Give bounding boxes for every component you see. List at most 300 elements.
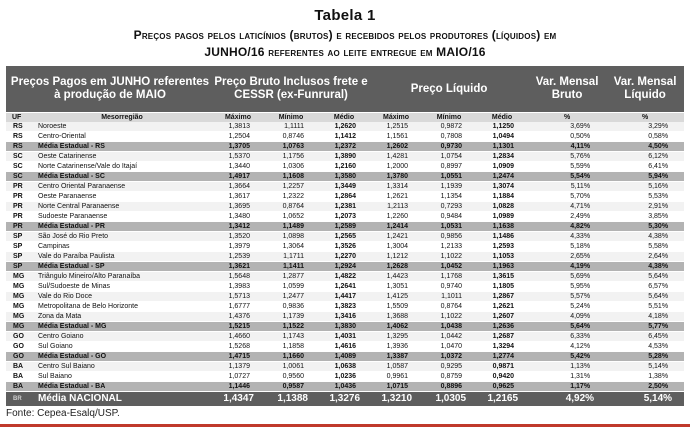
- cell-net-min: 0,8896: [422, 382, 476, 392]
- cell-net-avg: 1,1963: [476, 262, 528, 272]
- cell-var-net: 5,16%: [606, 182, 684, 192]
- cell-gross-avg: 1,3890: [318, 152, 370, 162]
- cell-net-min: 1,0470: [422, 342, 476, 352]
- cell-gross-max: 1,3440: [212, 162, 264, 172]
- cell-net-avg: 1,0828: [476, 202, 528, 212]
- cell-var-net: 2,64%: [606, 252, 684, 262]
- cell-net-max: 1,2515: [370, 122, 422, 132]
- cell-net-max: 1,2000: [370, 162, 422, 172]
- cell-var-net: 5,64%: [606, 272, 684, 282]
- cell-net-max: 1,1561: [370, 132, 422, 142]
- cell-uf: SC: [6, 152, 32, 162]
- cell-meso: Média NACIONAL: [32, 392, 212, 407]
- cell-var-net: 2,50%: [606, 382, 684, 392]
- cell-meso: Média Estadual - GO: [32, 352, 212, 362]
- header-row: [6, 66, 684, 113]
- cell-var-net: 4,50%: [606, 142, 684, 152]
- cell-uf: SC: [6, 162, 32, 172]
- cell-var-net: 6,41%: [606, 162, 684, 172]
- cell-uf: SP: [6, 232, 32, 242]
- cell-meso: Vale do Paraíba Paulista: [32, 252, 212, 262]
- cell-var-net: 5,14%: [606, 392, 684, 407]
- cell-var-net: 4,53%: [606, 342, 684, 352]
- cell-gross-max: 1,2539: [212, 252, 264, 262]
- cell-gross-min: 1,0599: [264, 282, 318, 292]
- cell-meso: Metropolitana de Belo Horizonte: [32, 302, 212, 312]
- state-average-row: [6, 262, 684, 272]
- cell-gross-avg: 1,2589: [318, 222, 370, 232]
- header-var-net: Var. Mensal Líquido: [606, 66, 684, 113]
- cell-net-avg: 1,0494: [476, 132, 528, 142]
- table-title: [0, 27, 690, 61]
- cell-meso: Sul Baiano: [32, 372, 212, 382]
- cell-gross-avg: 1,4417: [318, 292, 370, 302]
- cell-net-max: 1,2113: [370, 202, 422, 212]
- cell-net-min: 0,7293: [422, 202, 476, 212]
- cell-gross-min: 1,2477: [264, 292, 318, 302]
- cell-net-avg: 1,0909: [476, 162, 528, 172]
- cell-gross-min: 1,0061: [264, 362, 318, 372]
- header-var-gross: Var. Mensal Bruto: [528, 66, 606, 113]
- cell-var-gross: 4,09%: [528, 312, 606, 322]
- cell-meso: Triângulo Mineiro/Alto Paranaíba: [32, 272, 212, 282]
- cell-net-avg: 1,2165: [476, 392, 528, 407]
- cell-net-avg: 0,9625: [476, 382, 528, 392]
- table-row: [6, 292, 684, 302]
- cell-net-avg: 1,2834: [476, 152, 528, 162]
- cell-net-max: 1,5509: [370, 302, 422, 312]
- cell-uf: MG: [6, 322, 32, 332]
- cell-gross-avg: 1,3276: [318, 392, 370, 407]
- cell-gross-avg: 1,2270: [318, 252, 370, 262]
- cell-meso: Oeste Catarinense: [32, 152, 212, 162]
- cell-gross-min: 1,1489: [264, 222, 318, 232]
- cell-gross-min: 1,0306: [264, 162, 318, 172]
- price-table: [6, 66, 684, 406]
- subheader-net-avg: Médio: [476, 113, 528, 123]
- cell-var-gross: 5,64%: [528, 322, 606, 332]
- cell-meso: Média Estadual - PR: [32, 222, 212, 232]
- cell-net-max: 1,2260: [370, 212, 422, 222]
- cell-var-gross: 4,71%: [528, 202, 606, 212]
- state-average-row: [6, 222, 684, 232]
- cell-net-avg: 1,2474: [476, 172, 528, 182]
- cell-gross-avg: 1,4822: [318, 272, 370, 282]
- table-row: [6, 362, 684, 372]
- cell-net-min: 1,0305: [422, 392, 476, 407]
- cell-gross-min: 1,1411: [264, 262, 318, 272]
- header-gross-price: Preço Bruto Inclusos frete e CESSR (ex-Funrural): [212, 66, 370, 113]
- cell-uf: SP: [6, 252, 32, 262]
- cell-var-gross: 6,33%: [528, 332, 606, 342]
- cell-uf: GO: [6, 342, 32, 352]
- cell-gross-avg: 1,0436: [318, 382, 370, 392]
- cell-gross-min: 1,1743: [264, 332, 318, 342]
- cell-gross-min: 0,9587: [264, 382, 318, 392]
- cell-net-max: 1,4125: [370, 292, 422, 302]
- national-average-row: [6, 392, 684, 407]
- subheader-var-gross: %: [528, 113, 606, 123]
- cell-var-gross: 5,70%: [528, 192, 606, 202]
- cell-var-gross: 5,95%: [528, 282, 606, 292]
- state-average-row: [6, 382, 684, 392]
- cell-var-gross: 2,65%: [528, 252, 606, 262]
- cell-net-max: 1,4062: [370, 322, 422, 332]
- table-body: [6, 122, 684, 392]
- cell-gross-min: 1,3064: [264, 242, 318, 252]
- cell-gross-max: 1,1379: [212, 362, 264, 372]
- cell-var-gross: 4,12%: [528, 342, 606, 352]
- cell-var-net: 5,77%: [606, 322, 684, 332]
- cell-var-net: 6,45%: [606, 332, 684, 342]
- cell-var-net: 5,94%: [606, 172, 684, 182]
- cell-var-net: 5,58%: [606, 242, 684, 252]
- cell-var-net: 5,53%: [606, 192, 684, 202]
- cell-net-max: 1,2414: [370, 222, 422, 232]
- cell-net-avg: 1,2636: [476, 322, 528, 332]
- cell-uf: PR: [6, 182, 32, 192]
- cell-var-gross: 1,31%: [528, 372, 606, 382]
- cell-gross-max: 1,5713: [212, 292, 264, 302]
- cell-var-net: 6,57%: [606, 282, 684, 292]
- cell-uf: RS: [6, 142, 32, 152]
- cell-var-gross: 5,76%: [528, 152, 606, 162]
- cell-net-avg: 0,9871: [476, 362, 528, 372]
- cell-net-avg: 1,0989: [476, 212, 528, 222]
- cell-net-min: 1,0452: [422, 262, 476, 272]
- cell-var-gross: 1,13%: [528, 362, 606, 372]
- subheader-net-max: Máximo: [370, 113, 422, 123]
- cell-gross-avg: 1,3526: [318, 242, 370, 252]
- cell-net-avg: 1,1301: [476, 142, 528, 152]
- cell-net-max: 1,3295: [370, 332, 422, 342]
- cell-gross-min: 1,1858: [264, 342, 318, 352]
- cell-gross-min: 1,1608: [264, 172, 318, 182]
- cell-gross-min: 1,0763: [264, 142, 318, 152]
- cell-net-avg: 1,1884: [476, 192, 528, 202]
- cell-net-min: 1,1022: [422, 312, 476, 322]
- cell-net-avg: 1,2607: [476, 312, 528, 322]
- cell-gross-min: 1,1111: [264, 122, 318, 132]
- cell-gross-min: 1,1711: [264, 252, 318, 262]
- cell-var-net: 4,18%: [606, 312, 684, 322]
- cell-meso: Centro Oriental Paranaense: [32, 182, 212, 192]
- cell-var-gross: 4,92%: [528, 392, 606, 407]
- cell-net-min: 0,7808: [422, 132, 476, 142]
- table-row: [6, 242, 684, 252]
- cell-gross-avg: 1,3580: [318, 172, 370, 182]
- cell-net-max: 1,4423: [370, 272, 422, 282]
- cell-meso: Norte Central Paranaense: [32, 202, 212, 212]
- cell-gross-avg: 1,2381: [318, 202, 370, 212]
- cell-gross-max: 1,3617: [212, 192, 264, 202]
- cell-uf: PR: [6, 192, 32, 202]
- cell-uf: SP: [6, 242, 32, 252]
- cell-gross-min: 1,0652: [264, 212, 318, 222]
- cell-meso: Média Estadual - BA: [32, 382, 212, 392]
- cell-gross-avg: 1,0236: [318, 372, 370, 382]
- cell-var-net: 6,12%: [606, 152, 684, 162]
- cell-net-max: 1,3387: [370, 352, 422, 362]
- cell-var-gross: 0,50%: [528, 132, 606, 142]
- subheader-uf: UF: [6, 113, 32, 123]
- state-average-row: [6, 322, 684, 332]
- table-title-line-1: Preços pagos pelos laticínios (brutos) e recebidos pelos produtores (líquidos) em: [133, 28, 557, 42]
- cell-gross-max: 1,5370: [212, 152, 264, 162]
- cell-gross-max: 1,3621: [212, 262, 264, 272]
- subheader-meso: Mesorregião: [32, 113, 212, 123]
- cell-net-max: 1,3314: [370, 182, 422, 192]
- subheader-gross-min: Mínimo: [264, 113, 318, 123]
- cell-gross-max: 1,1446: [212, 382, 264, 392]
- cell-net-avg: 1,1486: [476, 232, 528, 242]
- cell-net-min: 1,2133: [422, 242, 476, 252]
- table-row: [6, 162, 684, 172]
- cell-var-gross: 5,54%: [528, 172, 606, 182]
- cell-meso: Vale do Rio Doce: [32, 292, 212, 302]
- cell-gross-min: 0,8764: [264, 202, 318, 212]
- table-row: [6, 372, 684, 382]
- cell-meso: Norte Catarinense/Vale do Itajaí: [32, 162, 212, 172]
- cell-net-max: 1,3688: [370, 312, 422, 322]
- cell-net-max: 1,3780: [370, 172, 422, 182]
- cell-uf: MG: [6, 292, 32, 302]
- cell-uf: MG: [6, 302, 32, 312]
- cell-meso: Média Estadual - MG: [32, 322, 212, 332]
- cell-var-gross: 4,11%: [528, 142, 606, 152]
- table-row: [6, 122, 684, 132]
- cell-gross-avg: 1,2620: [318, 122, 370, 132]
- cell-gross-avg: 1,2565: [318, 232, 370, 242]
- cell-net-min: 1,0372: [422, 352, 476, 362]
- cell-net-max: 1,3210: [370, 392, 422, 407]
- cell-gross-min: 1,1756: [264, 152, 318, 162]
- subheader-var-net: %: [606, 113, 684, 123]
- subheader-gross-max: Máximo: [212, 113, 264, 123]
- cell-gross-max: 1,3480: [212, 212, 264, 222]
- cell-meso: Sudoeste Paranaense: [32, 212, 212, 222]
- cell-gross-max: 1,4376: [212, 312, 264, 322]
- cell-meso: Média Estadual - SP: [32, 262, 212, 272]
- cell-gross-avg: 1,3823: [318, 302, 370, 312]
- cell-gross-min: 1,1660: [264, 352, 318, 362]
- table-row: [6, 152, 684, 162]
- cell-uf: BA: [6, 372, 32, 382]
- cell-var-net: 1,38%: [606, 372, 684, 382]
- state-average-row: [6, 172, 684, 182]
- cell-uf: BA: [6, 382, 32, 392]
- cell-net-min: 1,1768: [422, 272, 476, 282]
- cell-uf: GO: [6, 332, 32, 342]
- cell-gross-avg: 1,0638: [318, 362, 370, 372]
- cell-net-min: 1,1011: [422, 292, 476, 302]
- table-row: [6, 332, 684, 342]
- cell-meso: Noroeste: [32, 122, 212, 132]
- cell-gross-max: 1,3705: [212, 142, 264, 152]
- table-number: Tabela 1: [314, 7, 376, 24]
- cell-gross-max: 1,5648: [212, 272, 264, 282]
- cell-gross-max: 1,3983: [212, 282, 264, 292]
- cell-meso: Centro-Oriental: [32, 132, 212, 142]
- cell-meso: Sul Goiano: [32, 342, 212, 352]
- cell-gross-max: 1,3664: [212, 182, 264, 192]
- cell-gross-avg: 1,2372: [318, 142, 370, 152]
- cell-net-max: 1,4281: [370, 152, 422, 162]
- cell-uf: PR: [6, 202, 32, 212]
- cell-meso: Centro Goiano: [32, 332, 212, 342]
- cell-gross-avg: 1,2864: [318, 192, 370, 202]
- cell-net-min: 0,8759: [422, 372, 476, 382]
- cell-net-avg: 0,9420: [476, 372, 528, 382]
- cell-var-net: 5,64%: [606, 292, 684, 302]
- table-row: [6, 202, 684, 212]
- subheader-net-min: Mínimo: [422, 113, 476, 123]
- cell-var-gross: 5,42%: [528, 352, 606, 362]
- cell-var-net: 2,91%: [606, 202, 684, 212]
- cell-gross-avg: 1,2073: [318, 212, 370, 222]
- cell-net-max: 1,2628: [370, 262, 422, 272]
- cell-net-min: 1,1354: [422, 192, 476, 202]
- cell-gross-max: 1,4660: [212, 332, 264, 342]
- cell-net-min: 1,0442: [422, 332, 476, 342]
- cell-net-avg: 1,1053: [476, 252, 528, 262]
- state-average-row: [6, 352, 684, 362]
- cell-gross-min: 0,9560: [264, 372, 318, 382]
- cell-gross-max: 1,5268: [212, 342, 264, 352]
- cell-gross-max: 1,3412: [212, 222, 264, 232]
- cell-net-min: 1,1022: [422, 252, 476, 262]
- cell-meso: Zona da Mata: [32, 312, 212, 322]
- cell-net-avg: 1,1638: [476, 222, 528, 232]
- cell-gross-min: 1,1739: [264, 312, 318, 322]
- cell-meso: Centro Sul Baiano: [32, 362, 212, 372]
- cell-var-net: 5,51%: [606, 302, 684, 312]
- cell-gross-avg: 1,3830: [318, 322, 370, 332]
- cell-var-gross: 5,18%: [528, 242, 606, 252]
- cell-gross-avg: 1,2160: [318, 162, 370, 172]
- cell-gross-max: 1,4715: [212, 352, 264, 362]
- cell-gross-max: 1,6777: [212, 302, 264, 312]
- cell-meso: São José do Rio Preto: [32, 232, 212, 242]
- table-row: [6, 232, 684, 242]
- cell-net-min: 1,0754: [422, 152, 476, 162]
- cell-var-gross: 4,19%: [528, 262, 606, 272]
- cell-var-gross: 1,17%: [528, 382, 606, 392]
- cell-net-avg: 1,3615: [476, 272, 528, 282]
- cell-gross-max: 1,3813: [212, 122, 264, 132]
- header-net-price: Preço Líquido: [370, 66, 528, 113]
- cell-var-net: 5,28%: [606, 352, 684, 362]
- cell-var-gross: 3,69%: [528, 122, 606, 132]
- table-row: [6, 282, 684, 292]
- cell-meso: Média Estadual - SC: [32, 172, 212, 182]
- cell-net-min: 1,0551: [422, 172, 476, 182]
- table-row: [6, 272, 684, 282]
- cell-net-min: 0,9730: [422, 142, 476, 152]
- cell-var-net: 4,38%: [606, 262, 684, 272]
- cell-net-min: 0,9872: [422, 122, 476, 132]
- cell-net-max: 1,1212: [370, 252, 422, 262]
- cell-gross-max: 1,2504: [212, 132, 264, 142]
- cell-var-gross: 4,33%: [528, 232, 606, 242]
- cell-net-avg: 1,1250: [476, 122, 528, 132]
- header-period: Preços Pagos em JUNHO referentes à produção de MAIO: [6, 66, 212, 113]
- cell-gross-min: 1,0898: [264, 232, 318, 242]
- cell-net-avg: 1,2774: [476, 352, 528, 362]
- cell-uf: GO: [6, 352, 32, 362]
- cell-net-max: 1,3051: [370, 282, 422, 292]
- cell-uf: MG: [6, 312, 32, 322]
- cell-meso: Média Estadual - RS: [32, 142, 212, 152]
- cell-net-min: 1,1939: [422, 182, 476, 192]
- cell-net-avg: 1,1805: [476, 282, 528, 292]
- subheader-row: [6, 113, 684, 123]
- cell-uf: MG: [6, 282, 32, 292]
- cell-uf: PR: [6, 212, 32, 222]
- cell-net-min: 0,9856: [422, 232, 476, 242]
- cell-gross-min: 1,2322: [264, 192, 318, 202]
- cell-gross-min: 0,9836: [264, 302, 318, 312]
- table-row: [6, 132, 684, 142]
- cell-net-min: 0,8764: [422, 302, 476, 312]
- cell-gross-min: 1,2877: [264, 272, 318, 282]
- cell-net-min: 1,0438: [422, 322, 476, 332]
- cell-gross-min: 1,2257: [264, 182, 318, 192]
- cell-net-max: 1,0715: [370, 382, 422, 392]
- cell-uf: BA: [6, 362, 32, 372]
- cell-var-net: 3,29%: [606, 122, 684, 132]
- cell-gross-avg: 1,4089: [318, 352, 370, 362]
- cell-var-net: 0,58%: [606, 132, 684, 142]
- cell-uf: SP: [6, 262, 32, 272]
- cell-var-gross: 5,24%: [528, 302, 606, 312]
- bottom-rule: [0, 424, 690, 427]
- cell-gross-max: 1,3695: [212, 202, 264, 212]
- cell-gross-max: 1,3979: [212, 242, 264, 252]
- cell-var-net: 3,85%: [606, 212, 684, 222]
- table-row: [6, 182, 684, 192]
- cell-gross-max: 1,5215: [212, 322, 264, 332]
- cell-var-gross: 5,57%: [528, 292, 606, 302]
- cell-net-avg: 1,3074: [476, 182, 528, 192]
- cell-gross-min: 1,1388: [264, 392, 318, 407]
- cell-gross-max: 1,4917: [212, 172, 264, 182]
- cell-gross-avg: 1,2641: [318, 282, 370, 292]
- cell-gross-avg: 1,3416: [318, 312, 370, 322]
- cell-net-min: 0,9484: [422, 212, 476, 222]
- cell-uf: RS: [6, 122, 32, 132]
- cell-uf: MG: [6, 272, 32, 282]
- cell-net-min: 1,0531: [422, 222, 476, 232]
- cell-meso: Campinas: [32, 242, 212, 252]
- cell-var-gross: 5,59%: [528, 162, 606, 172]
- cell-var-gross: 5,69%: [528, 272, 606, 282]
- cell-net-max: 1,3004: [370, 242, 422, 252]
- cell-uf: PR: [6, 222, 32, 232]
- cell-net-avg: 1,2621: [476, 302, 528, 312]
- subheader-gross-avg: Médio: [318, 113, 370, 123]
- cell-gross-max: 1,3520: [212, 232, 264, 242]
- cell-uf: SC: [6, 172, 32, 182]
- cell-net-avg: 1,2687: [476, 332, 528, 342]
- cell-gross-avg: 1,3449: [318, 182, 370, 192]
- table-row: [6, 342, 684, 352]
- table-row: [6, 302, 684, 312]
- cell-gross-avg: 1,4031: [318, 332, 370, 342]
- cell-net-avg: 1,2867: [476, 292, 528, 302]
- cell-uf: BR: [6, 392, 32, 407]
- cell-gross-min: 1,1522: [264, 322, 318, 332]
